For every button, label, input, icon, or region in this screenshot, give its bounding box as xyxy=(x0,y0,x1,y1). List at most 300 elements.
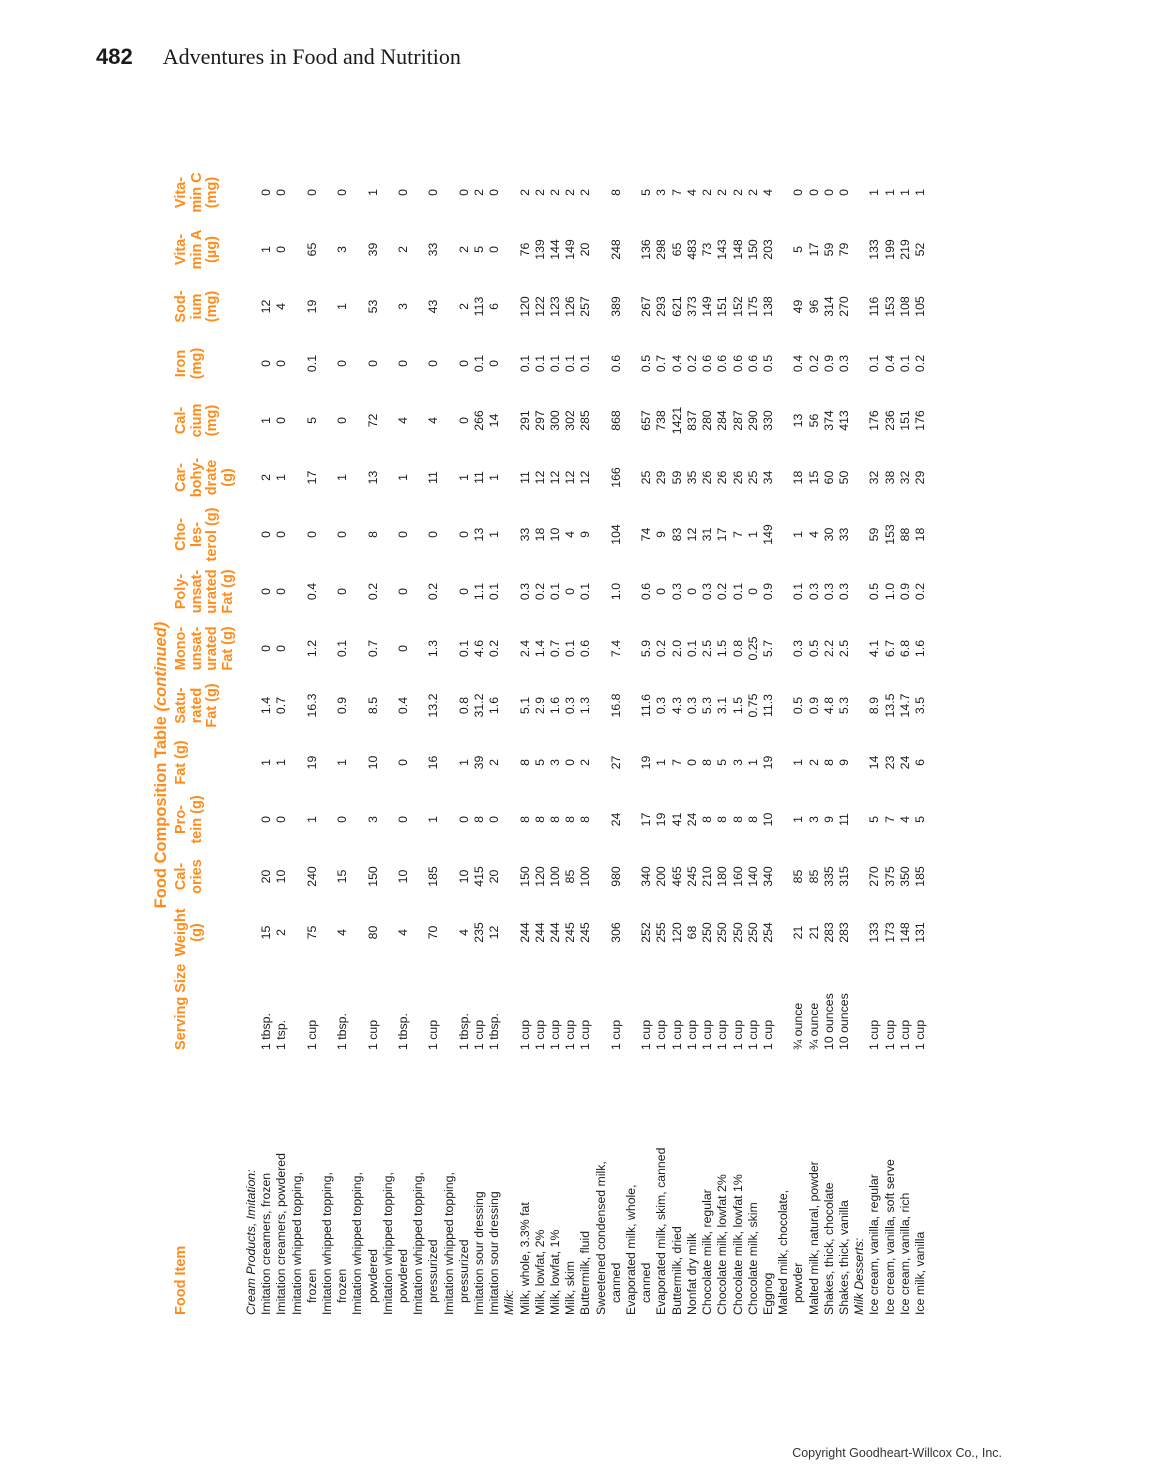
serving-size-value: ¾ ounce xyxy=(791,1002,806,1050)
nutrient-value-cell xyxy=(487,449,502,506)
nutrient-value-cell xyxy=(867,164,882,221)
nutrient-value: 19 xyxy=(654,812,669,827)
nutrient-value-cell xyxy=(563,278,578,335)
nutrient-value-cell xyxy=(411,734,441,791)
book-title: Adventures in Food and Nutrition xyxy=(162,44,461,69)
nutrient-value-cell xyxy=(442,221,472,278)
nutrient-value-cell xyxy=(837,278,852,335)
nutrient-value-cell xyxy=(274,620,289,677)
nutrient-value: 2 xyxy=(259,474,274,481)
nutrient-value: 13.2 xyxy=(426,693,441,718)
nutrient-value-cell xyxy=(548,905,563,960)
nutrient-value-cell xyxy=(685,563,700,620)
serving-size-value: 10 ounces xyxy=(836,993,851,1050)
nutrient-value: 0 xyxy=(426,360,441,367)
nutrient-value: 120 xyxy=(532,866,547,887)
nutrient-value: 0.1 xyxy=(335,639,350,658)
table-row xyxy=(518,164,533,1315)
nutrient-value-cell xyxy=(685,392,700,449)
food-item-name: Imitation sour dressing xyxy=(487,1191,502,1315)
nutrient-value: 210 xyxy=(700,866,715,887)
nutrient-value-cell xyxy=(837,677,852,734)
nutrient-value: 176 xyxy=(867,410,882,431)
serving-size-value: 1 cup xyxy=(669,1019,684,1050)
table-row xyxy=(442,164,472,1315)
nutrient-value: 0.4 xyxy=(396,696,411,715)
nutrient-value-cell xyxy=(320,905,350,960)
nutrient-value: 0 xyxy=(563,759,578,766)
nutrient-value-cell xyxy=(822,335,837,392)
nutrient-value-cell xyxy=(563,563,578,620)
nutrient-value: 113 xyxy=(472,296,487,317)
nutrient-value-cell xyxy=(731,506,746,563)
nutrient-value: 297 xyxy=(532,410,547,431)
nutrient-value: 415 xyxy=(472,866,487,887)
nutrient-value-cell xyxy=(259,164,274,221)
nutrient-value-cell xyxy=(594,164,624,221)
nutrient-value: 1 xyxy=(274,474,289,481)
nutrient-value: 8 xyxy=(715,816,730,823)
nutrient-value: 0.75 xyxy=(745,693,760,718)
category-label: Cream Products, Imitation: xyxy=(244,1169,258,1315)
food-item-name: Imitation whipped topping, xyxy=(289,1172,304,1315)
nutrient-value: 72 xyxy=(365,413,380,428)
nutrient-value: 4 xyxy=(456,929,471,936)
nutrient-value: 0.1 xyxy=(791,582,806,601)
nutrient-value-cell xyxy=(487,278,502,335)
nutrient-value-cell xyxy=(731,848,746,905)
nutrient-value: 5.7 xyxy=(760,639,775,658)
nutrient-value: 1.2 xyxy=(304,639,319,658)
nutrient-value: 1 xyxy=(867,189,882,196)
nutrient-value: 0 xyxy=(684,588,699,595)
nutrient-value-cell xyxy=(883,221,898,278)
nutrient-value-cell xyxy=(594,791,624,848)
nutrient-value: 143 xyxy=(715,239,730,260)
nutrient-value: 0.1 xyxy=(867,354,882,373)
nutrient-value: 291 xyxy=(517,410,532,431)
serving-size-value: 1 cup xyxy=(654,1019,669,1050)
nutrient-value-cell xyxy=(381,905,411,960)
nutrient-value-cell xyxy=(411,848,441,905)
nutrient-value-cell xyxy=(883,164,898,221)
nutrient-value-cell xyxy=(290,278,320,335)
nutrient-value-cell xyxy=(518,335,533,392)
nutrient-value: 0 xyxy=(426,531,441,538)
table-row xyxy=(548,164,563,1315)
table-row xyxy=(715,164,730,1315)
nutrient-value: 4 xyxy=(335,929,350,936)
nutrient-value: 0.5 xyxy=(791,696,806,715)
nutrient-value: 1 xyxy=(882,189,897,196)
nutrient-value: 100 xyxy=(548,866,563,887)
column-header: Cho- les- terol (g) xyxy=(173,507,220,562)
nutrient-value-cell xyxy=(533,506,548,563)
nutrient-value: 298 xyxy=(654,239,669,260)
nutrient-value-cell xyxy=(776,563,806,620)
nutrient-value: 0.2 xyxy=(715,582,730,601)
nutrient-value: 8.5 xyxy=(365,696,380,715)
nutrient-value: 10 xyxy=(548,527,563,542)
nutrient-value: 1.3 xyxy=(426,639,441,658)
nutrient-value-cell xyxy=(563,449,578,506)
nutrient-value-cell xyxy=(290,335,320,392)
nutrient-value: 32 xyxy=(867,470,882,485)
serving-size-value: 10 ounces xyxy=(821,993,836,1050)
food-item-name: Imitation whipped topping, xyxy=(380,1172,395,1315)
table-row xyxy=(670,164,685,1315)
nutrient-value: 0 xyxy=(396,189,411,196)
nutrient-value: 0.1 xyxy=(532,354,547,373)
nutrient-value: 2 xyxy=(730,189,745,196)
nutrient-value-cell xyxy=(867,278,882,335)
serving-size-value: 1 cup xyxy=(639,1019,654,1050)
nutrient-value-cell xyxy=(654,677,669,734)
nutrient-value-cell xyxy=(274,734,289,791)
nutrient-value-cell xyxy=(700,221,715,278)
nutrient-value: 12 xyxy=(532,470,547,485)
nutrient-value-cell xyxy=(381,734,411,791)
column-header: Cal- cium (mg) xyxy=(173,403,220,438)
serving-size-cell xyxy=(578,960,593,1050)
nutrient-value-cell xyxy=(913,278,928,335)
nutrient-value-cell xyxy=(624,449,654,506)
nutrient-value-cell xyxy=(563,392,578,449)
nutrient-value: 244 xyxy=(548,922,563,943)
nutrient-value: 49 xyxy=(791,299,806,314)
nutrient-value-cell xyxy=(700,905,715,960)
table-row xyxy=(883,164,898,1315)
nutrient-value-cell xyxy=(776,506,806,563)
food-item-cell xyxy=(472,1050,487,1315)
nutrient-value: 4 xyxy=(806,531,821,538)
nutrient-value: 0.3 xyxy=(684,696,699,715)
nutrient-value: 330 xyxy=(760,410,775,431)
nutrient-value-cell xyxy=(594,221,624,278)
nutrient-value: 5 xyxy=(472,246,487,253)
nutrient-value: 1421 xyxy=(669,406,684,435)
nutrient-value: 4 xyxy=(396,929,411,936)
nutrient-value-cell xyxy=(518,905,533,960)
food-item-cell xyxy=(715,1050,730,1315)
nutrient-value: 1 xyxy=(259,759,274,766)
nutrient-value-cell xyxy=(578,734,593,791)
nutrient-value: 0 xyxy=(274,417,289,424)
nutrient-value-cell xyxy=(578,848,593,905)
nutrient-value-cell xyxy=(259,335,274,392)
nutrient-value: 0 xyxy=(274,816,289,823)
nutrient-value: 244 xyxy=(532,922,547,943)
nutrient-value-cell xyxy=(442,734,472,791)
nutrient-value: 12 xyxy=(684,527,699,542)
nutrient-value: 0.2 xyxy=(912,582,927,601)
nutrient-value: 136 xyxy=(639,239,654,260)
nutrient-value-cell xyxy=(442,905,472,960)
rotated-table-block xyxy=(150,172,1070,1315)
nutrient-value-cell xyxy=(290,848,320,905)
nutrient-value: 2 xyxy=(456,246,471,253)
food-item-cell xyxy=(411,1050,441,1315)
nutrient-value-cell xyxy=(533,164,548,221)
nutrient-value-cell xyxy=(472,278,487,335)
nutrient-value: 0 xyxy=(259,588,274,595)
nutrient-value: 248 xyxy=(608,239,623,260)
nutrient-value: 8 xyxy=(700,759,715,766)
nutrient-value-cell xyxy=(715,848,730,905)
nutrient-value-cell xyxy=(411,791,441,848)
table-row xyxy=(867,164,882,1315)
nutrient-value-cell xyxy=(731,449,746,506)
nutrient-value-cell xyxy=(837,734,852,791)
nutrient-value: 0.7 xyxy=(548,639,563,658)
nutrient-value-cell xyxy=(867,335,882,392)
food-item-cell xyxy=(290,1050,320,1315)
nutrient-value: 0.3 xyxy=(821,582,836,601)
nutrient-value-cell xyxy=(411,164,441,221)
nutrient-value: 140 xyxy=(745,866,760,887)
nutrient-value-cell xyxy=(320,563,350,620)
nutrient-value-cell xyxy=(274,278,289,335)
food-item-name: Chocolate milk, regular xyxy=(700,1189,715,1315)
nutrient-value: 280 xyxy=(700,410,715,431)
nutrient-value-cell xyxy=(411,278,441,335)
food-item-cell xyxy=(381,1050,411,1315)
nutrient-value-cell xyxy=(472,506,487,563)
nutrient-value-cell xyxy=(518,791,533,848)
nutrient-value: 79 xyxy=(836,242,851,257)
nutrient-value: 267 xyxy=(639,296,654,317)
nutrient-value: 0.4 xyxy=(669,354,684,373)
nutrient-value-cell xyxy=(670,221,685,278)
nutrient-value-cell xyxy=(837,335,852,392)
nutrient-value-cell xyxy=(320,791,350,848)
nutrient-value: 2.5 xyxy=(700,639,715,658)
nutrient-value-cell xyxy=(624,506,654,563)
nutrient-value-cell xyxy=(274,392,289,449)
table-row xyxy=(837,164,852,1315)
nutrient-value: 1.4 xyxy=(259,696,274,715)
nutrient-value: 0 xyxy=(456,588,471,595)
nutrient-value: 2 xyxy=(274,929,289,936)
food-item-cell xyxy=(685,1050,700,1315)
nutrient-value: 1.5 xyxy=(730,696,745,715)
nutrient-value: 10 xyxy=(365,755,380,770)
nutrient-value: 0.6 xyxy=(639,582,654,601)
nutrient-value: 20 xyxy=(578,242,593,257)
food-item-cell xyxy=(594,1050,624,1315)
nutrient-value-cell xyxy=(670,506,685,563)
nutrient-value-cell xyxy=(898,734,913,791)
nutrient-value-cell xyxy=(259,506,274,563)
nutrient-value: 2 xyxy=(548,189,563,196)
column-header: Iron (mg) xyxy=(173,347,205,380)
category-label: Milk Desserts: xyxy=(852,1237,867,1315)
nutrient-value: 306 xyxy=(608,922,623,943)
nutrient-value: 150 xyxy=(745,239,760,260)
nutrient-value: 0 xyxy=(456,531,471,538)
nutrient-value-cell xyxy=(776,734,806,791)
serving-size-cell xyxy=(898,960,913,1050)
nutrient-value-cell xyxy=(731,791,746,848)
nutrient-value: 12 xyxy=(259,299,274,314)
nutrient-value-cell xyxy=(822,791,837,848)
nutrient-value-cell xyxy=(548,392,563,449)
nutrient-value-cell xyxy=(746,791,761,848)
nutrient-value: 10 xyxy=(396,869,411,884)
food-item-name-continued: frozen xyxy=(335,1268,350,1303)
nutrient-value: 18 xyxy=(791,470,806,485)
nutrient-value-cell xyxy=(761,563,776,620)
serving-size-cell xyxy=(837,960,852,1050)
nutrient-value: 8 xyxy=(578,816,593,823)
nutrient-value-cell xyxy=(837,620,852,677)
nutrient-value: 245 xyxy=(563,922,578,943)
nutrient-value: 1 xyxy=(791,759,806,766)
nutrient-value: 0 xyxy=(365,360,380,367)
nutrient-value: 14 xyxy=(487,413,502,428)
nutrient-value-cell xyxy=(350,335,380,392)
food-item-cell xyxy=(883,1050,898,1315)
food-item-cell xyxy=(761,1050,776,1315)
nutrient-value-cell xyxy=(883,563,898,620)
nutrient-value-cell xyxy=(563,734,578,791)
serving-size-value: 1 cup xyxy=(882,1019,897,1050)
nutrient-value-cell xyxy=(350,677,380,734)
nutrient-value-cell xyxy=(898,506,913,563)
column-header: Weight (g) xyxy=(173,908,205,957)
nutrient-value-cell xyxy=(807,335,822,392)
nutrient-value: 8 xyxy=(821,759,836,766)
nutrient-value: 0 xyxy=(456,360,471,367)
nutrient-value: 2.9 xyxy=(532,696,547,715)
nutrient-value-cell xyxy=(442,449,472,506)
nutrient-value-cell xyxy=(381,392,411,449)
nutrient-value: 21 xyxy=(806,925,821,940)
serving-size-value: 1 cup xyxy=(517,1019,532,1050)
nutrient-value-cell xyxy=(883,791,898,848)
nutrient-value: 104 xyxy=(608,524,623,545)
nutrient-value: 1.4 xyxy=(532,639,547,658)
nutrient-value: 20 xyxy=(487,869,502,884)
nutrient-value-cell xyxy=(594,563,624,620)
nutrient-value: 5 xyxy=(715,759,730,766)
nutrient-value: 123 xyxy=(548,296,563,317)
nutrient-value: 0.2 xyxy=(912,354,927,373)
nutrient-value-cell xyxy=(442,677,472,734)
nutrient-value-cell xyxy=(898,563,913,620)
nutrient-value-cell xyxy=(822,221,837,278)
nutrient-value-cell xyxy=(822,848,837,905)
nutrient-value: 33 xyxy=(517,527,532,542)
nutrient-value: 1.1 xyxy=(472,582,487,601)
nutrient-value-cell xyxy=(761,791,776,848)
nutrient-value-cell xyxy=(578,791,593,848)
serving-size-value: 1 cup xyxy=(684,1019,699,1050)
nutrient-value: 17 xyxy=(806,242,821,257)
nutrient-value-cell xyxy=(867,506,882,563)
nutrient-value-cell xyxy=(578,335,593,392)
nutrient-value: 2 xyxy=(745,189,760,196)
nutrient-value-cell xyxy=(867,221,882,278)
nutrient-value-cell xyxy=(883,392,898,449)
nutrient-value: 0.6 xyxy=(578,639,593,658)
nutrient-value: 138 xyxy=(760,296,775,317)
nutrient-value: 373 xyxy=(684,296,699,317)
nutrient-value-cell xyxy=(274,335,289,392)
serving-size-cell xyxy=(715,960,730,1050)
nutrient-value-cell xyxy=(685,278,700,335)
nutrient-value: 59 xyxy=(669,470,684,485)
nutrient-value: 285 xyxy=(578,410,593,431)
nutrient-value: 1 xyxy=(396,474,411,481)
nutrient-value-cell xyxy=(685,449,700,506)
nutrient-value: 4 xyxy=(897,816,912,823)
nutrient-value-cell xyxy=(746,734,761,791)
nutrient-value: 33 xyxy=(426,242,441,257)
nutrient-value: 1 xyxy=(897,189,912,196)
nutrient-value: 0 xyxy=(396,588,411,595)
serving-size-cell xyxy=(670,960,685,1050)
nutrient-value-cell xyxy=(381,164,411,221)
nutrient-value: 31 xyxy=(700,527,715,542)
nutrient-value: 0.7 xyxy=(365,639,380,658)
nutrient-value-cell xyxy=(274,449,289,506)
nutrient-value: 7 xyxy=(882,816,897,823)
nutrient-value: 35 xyxy=(684,470,699,485)
nutrient-value-cell xyxy=(837,506,852,563)
nutrient-value-cell xyxy=(518,620,533,677)
nutrient-value-cell xyxy=(715,905,730,960)
table-row xyxy=(259,164,274,1315)
nutrient-value: 0.25 xyxy=(745,636,760,661)
nutrient-value: 0 xyxy=(456,417,471,424)
nutrient-value: 2 xyxy=(578,759,593,766)
nutrient-value: 0 xyxy=(274,588,289,595)
nutrient-value: 18 xyxy=(912,527,927,542)
nutrient-value: 203 xyxy=(760,239,775,260)
serving-size-cell xyxy=(350,960,380,1050)
nutrient-value: 868 xyxy=(608,410,623,431)
nutrient-value: 8 xyxy=(548,816,563,823)
nutrient-value-cell xyxy=(411,335,441,392)
nutrient-value-cell xyxy=(411,449,441,506)
nutrient-value-cell xyxy=(776,620,806,677)
column-header: Poly- unsat- urated Fat (g) xyxy=(173,569,236,614)
nutrient-value: 0.6 xyxy=(745,354,760,373)
nutrient-value-cell xyxy=(594,449,624,506)
nutrient-value-cell xyxy=(548,620,563,677)
food-item-cell xyxy=(807,1050,822,1315)
nutrient-value: 1 xyxy=(335,303,350,310)
nutrient-value: 65 xyxy=(304,242,319,257)
serving-size-cell xyxy=(274,960,289,1050)
table-row xyxy=(594,164,624,1315)
nutrient-value-cell xyxy=(685,620,700,677)
nutrient-value-cell xyxy=(381,335,411,392)
nutrient-value: 0.7 xyxy=(274,696,289,715)
nutrient-value: 483 xyxy=(684,239,699,260)
serving-size-cell xyxy=(867,960,882,1050)
nutrient-value: 270 xyxy=(836,296,851,317)
nutrient-value: 2.2 xyxy=(821,639,836,658)
nutrient-value-cell xyxy=(685,905,700,960)
table-row xyxy=(913,164,928,1315)
nutrient-value-cell xyxy=(381,848,411,905)
table-row xyxy=(381,164,411,1315)
nutrient-value-cell xyxy=(411,221,441,278)
nutrient-value: 0 xyxy=(396,759,411,766)
nutrient-value-cell xyxy=(624,278,654,335)
